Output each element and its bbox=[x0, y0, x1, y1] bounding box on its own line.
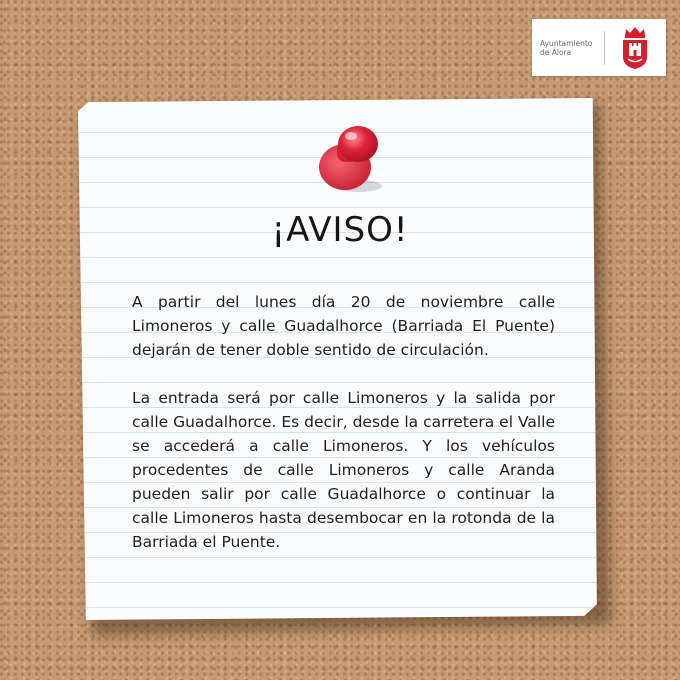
notice-title: ¡AVISO! bbox=[271, 210, 409, 250]
logo-line-2: de Álora bbox=[540, 48, 572, 57]
pushpin-icon bbox=[310, 124, 390, 194]
logo-divider bbox=[604, 31, 605, 65]
logo-line-1: Ayuntamiento bbox=[540, 39, 593, 48]
logo-text bbox=[540, 39, 600, 57]
notice-paragraph-1: A partir del lunes día 20 de noviembre calle Limoneros y calle Guadalhorce (Barriada El Puente) dejarán de tener doble sentido de circulación. bbox=[132, 293, 555, 359]
municipal-logo bbox=[532, 19, 666, 76]
notice-paragraph-2: La entrada será por calle Limoneros y la salida por calle Guadalhorce. Es decir, desde la carretera el Valle se accederá a calle Limoneros. Y los vehículos procedentes de calle Limoneros y calle Aranda pueden salir por calle Guadalhorce o continuar la calle Limoneros hasta desembocar en la rotonda de la Barriada el Puente. bbox=[132, 389, 555, 551]
coat-of-arms-icon bbox=[620, 24, 650, 70]
